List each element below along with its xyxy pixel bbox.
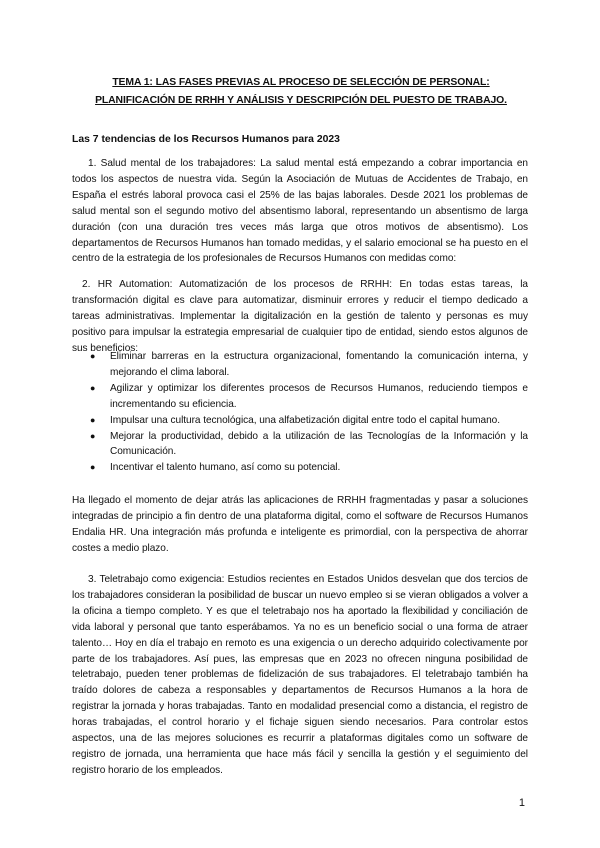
list-item: ● Agilizar y optimizar los diferentes procesos de Recursos Humanos, reduciendo tiempos e incrementando su eficiencia. [90,382,528,410]
list-item: ● Incentivar el talento humano, así como su potencial. [90,460,528,476]
section-subtitle: Las 7 tendencias de los Recursos Humanos para 2023 [72,134,340,145]
bullet-icon: ● [90,351,96,361]
document-title: TEMA 1: LAS FASES PREVIAS AL PROCESO DE SELECCIÓN DE PERSONAL: PLANIFICACIÓN DE RRHH Y ANÁLISIS Y DESCRIPCIÓN DEL PUESTO DE TRABAJO. [95,77,507,106]
list-item: ● Eliminar barreras en la estructura organizacional, fomentando la comunicación interna, y mejorando el clima laboral. [90,351,528,378]
list-item: ● Mejorar la productividad, debido a la utilización de las Tecnologías de la Información y la Comunicación. [90,430,528,458]
bullet-icon: ● [90,462,96,473]
bullet-icon: ● [90,382,96,393]
paragraph-hr-automation: 2. HR Automation: Automatización de los procesos de RRHH: En todas estas tareas, la transformación digital es clave para automatizar, disminuir errores y reducir el tiempo dedicado a tareas administrativas. Implementar la digitalización en la gestión de talento y personas es muy positivo para impulsar la estrategia empresarial de cualquier tipo de entidad, siendo estos algunos de sus beneficios: [72,279,528,354]
paragraph-telework: 3. Teletrabajo como exigencia: Estudios recientes en Estados Unidos desvelan que dos tercios de los trabajadores consideran la posibilidad de buscar un nuevo empleo si se vieran obligados a volver a la oficina a tiempo completo. Y es que el teletrabajo nos ha aportado la flexibilidad y conciliación de vida laboral y personal que tanto esperábamos. Ya no es un beneficio social o una forma de atraer talento… Hoy en día el trabajo en remoto es una exigencia o un derecho adquirido colectivamente por parte de los trabajadores. Así pues, las empresas que en 2023 no ofrecen ninguna posibilidad de teletrabajo, pueden tener problemas de fidelización de sus trabajadores. El teletrabajo también ha traído dolores de cabeza a responsables y departamentos de Recursos Humanos a la hora de registrar la jornada y horas trabajadas. Tanto en modalidad presencial como a distancia, el registro de horas trabajadas, el control horario y el fichaje siguen siendo necesarios. Para controlar estos aspectos, una de las mejores soluciones es recurrir a plataformas digitales como un software de registro de jornada, una herramienta que hace más fácil y sencilla la gestión y el seguimiento del registro horario de los empleados. [72,574,528,776]
benefits-list [90,349,528,476]
list-item: ● Impulsar una cultura tecnológica, una alfabetización digital entre todo el capital humano. [90,413,528,429]
page-number: 1 [518,797,525,809]
paragraph-mental-health: 1. Salud mental de los trabajadores: La salud mental está empezando a cobrar importancia en todos los aspectos de nuestra vida. Según la Asociación de Mutuas de Accidentes de Trabajo, en España el estrés laboral provoca casi el 25% de las bajas laborales. Desde 2021 los problemas de salud mental son el segundo motivo del absentismo laboral, representando un absentismo de larga duración (con una duración tres veces más larga que otros motivos de absentismo). Los departamentos de Recursos Humanos han tomado medidas, y el salario emocional se ha puesto en el centro de la estrategia de los profesionales de Recursos Humanos con medidas como: [72,158,528,265]
bullet-icon: ● [90,430,96,441]
bullet-icon: ● [90,414,96,425]
paragraph-integration: Ha llegado el momento de dejar atrás las aplicaciones de RRHH fragmentadas y pasar a soluciones integradas de principio a fin dentro de una plataforma digital, como el software de Recursos Humanos Endalia HR. Una integración más profunda e inteligente es primordial, con la perspectiva de ahorrar costes a medio plazo. [72,495,528,554]
